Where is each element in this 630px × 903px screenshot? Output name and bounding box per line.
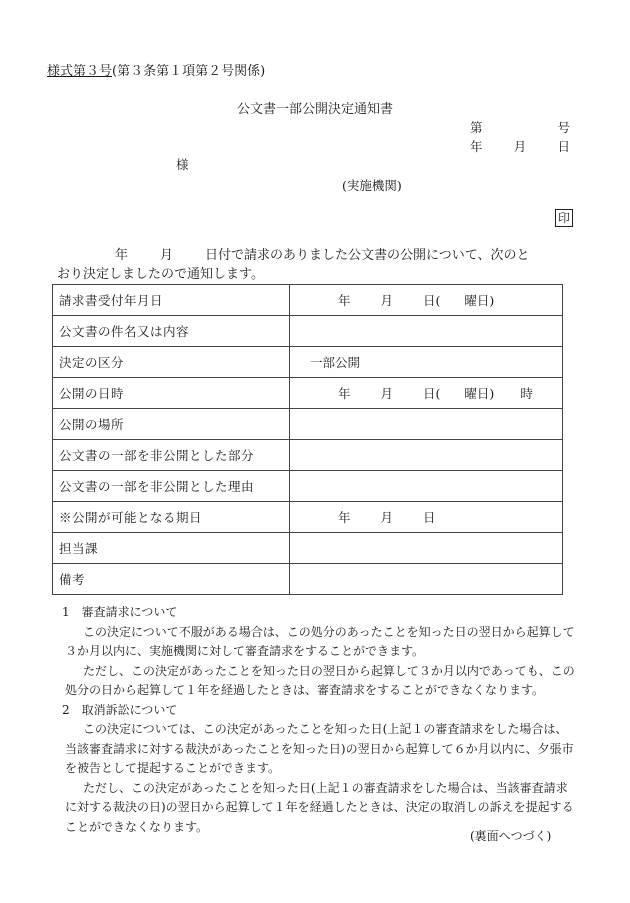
row-value — [290, 564, 563, 595]
row-value — [290, 409, 563, 440]
form-number — [47, 60, 265, 79]
value-month: 月 — [380, 293, 394, 308]
seal-mark: 印 — [555, 209, 573, 227]
row-label: 決定の区分 — [53, 347, 290, 378]
notes-appeal-paragraph-1: この決定について不服がある場合は、この処分のあったことを知った日の翌日から起算して３か月以内に、実施機関に対して審査請求をすることができます。 — [65, 624, 575, 658]
notes-lawsuit-paragraph-1: この決定については、この決定があったことを知った日(上記１の審査請求をした場合は、当該審査請求に対する裁決があったことを知った日)の翌日から起算して６か月以内に、夕張市を被告として提起することができます。 — [65, 722, 574, 775]
document-title: 公文書一部公開決定通知書 — [236, 102, 393, 117]
form-number-note: (第３条第１項第２号関係) — [112, 64, 266, 79]
date-month: 月 — [513, 139, 527, 154]
notes-heading-appeal: 1 審査請求について — [62, 605, 178, 619]
value-day: 日( — [423, 293, 441, 308]
notes-lawsuit-paragraph-2: ただし、この決定があったことを知った日(上記１の審査請求をした場合は、当該審査請求に対する裁決の日)の翌日から起算して１年を経過したときは、決定の取消しの訴えを提起することができなくなります。 — [65, 780, 574, 834]
table-row — [53, 502, 563, 533]
row-value — [290, 285, 563, 316]
value-month: 月 — [380, 386, 394, 401]
table-row — [53, 378, 563, 409]
row-value — [290, 347, 563, 378]
intro-year: 年 — [115, 248, 129, 263]
row-label: 公文書の件名又は内容 — [53, 316, 290, 347]
date-day: 日 — [557, 139, 570, 154]
intro-text-1: 日付で請求のありました公文書の公開について、次のと — [205, 248, 530, 263]
table-row — [53, 471, 563, 502]
value-day: 日( — [423, 386, 441, 401]
notes-section — [57, 603, 577, 837]
table-row — [53, 316, 563, 347]
form-number-main: 様式第３号 — [47, 64, 113, 79]
row-label: 公文書の一部を非公開とした部分 — [53, 440, 290, 471]
value-day: 日 — [423, 510, 436, 525]
addressee: 様 — [176, 157, 189, 172]
table-row — [53, 440, 563, 471]
intro-text-2: おり決定しましたので通知します。 — [57, 267, 264, 282]
row-value — [290, 378, 563, 409]
row-value — [290, 502, 563, 533]
number-suffix: 号 — [557, 120, 570, 135]
notes-appeal-paragraph-2: ただし、この決定があったことを知った日の翌日から起算して３か月以内であっても、この処分の日から起算して１年を経過したときは、審査請求をすることができなくなります。 — [65, 663, 575, 697]
implementing-agency: (実施機関) — [342, 178, 402, 193]
value-hour: 時 — [520, 386, 533, 401]
table-row — [53, 564, 563, 595]
number-prefix: 第 — [470, 120, 483, 135]
value-year: 年 — [338, 510, 351, 525]
date-year: 年 — [470, 139, 483, 154]
table-row — [53, 409, 563, 440]
value-year: 年 — [338, 386, 351, 401]
value-year: 年 — [338, 293, 351, 308]
row-value — [290, 316, 563, 347]
value-weekday: 曜日) — [464, 293, 495, 308]
row-value — [290, 471, 563, 502]
decision-table — [52, 284, 563, 595]
table-row — [53, 347, 563, 378]
continued-note: (裏面へつづく) — [470, 829, 552, 843]
row-value — [290, 533, 563, 564]
table-row — [53, 285, 563, 316]
table-row — [53, 533, 563, 564]
row-label: ※公開が可能となる期日 — [53, 502, 290, 533]
notes-heading-lawsuit: 2 取消訴訟について — [62, 702, 178, 717]
value-decision: 一部公開 — [310, 355, 361, 370]
value-month: 月 — [380, 510, 394, 525]
row-label: 請求書受付年月日 — [53, 285, 290, 316]
intro-month: 月 — [160, 248, 174, 263]
row-label: 備考 — [53, 564, 290, 595]
document-date-line — [470, 137, 570, 155]
intro-text — [57, 246, 575, 284]
row-label: 担当課 — [53, 533, 290, 564]
row-label: 公文書の一部を非公開とした理由 — [53, 471, 290, 502]
row-value — [290, 440, 563, 471]
row-label: 公開の日時 — [53, 378, 290, 409]
row-label: 公開の場所 — [53, 409, 290, 440]
value-weekday: 曜日) — [464, 386, 495, 401]
document-number-line — [470, 118, 570, 136]
